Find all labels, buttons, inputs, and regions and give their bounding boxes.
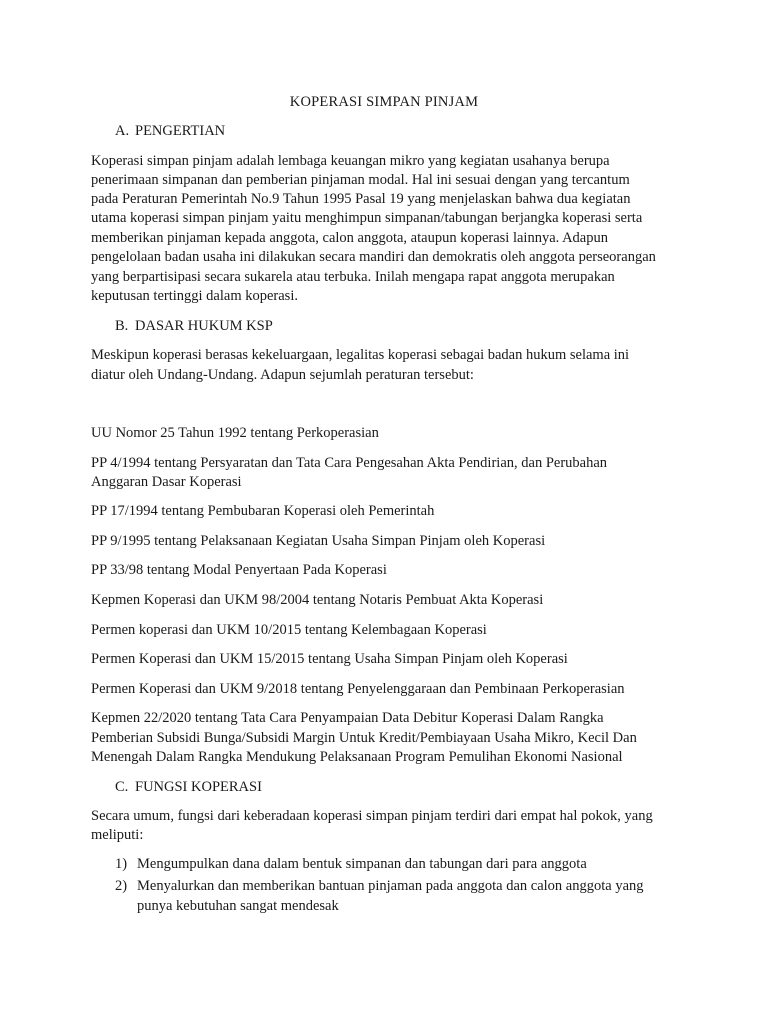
item-text: Menyalurkan dan memberikan bantuan pinjaman pada anggota dan calon anggota yang: [137, 878, 644, 894]
section-a-letter: A.: [115, 123, 130, 139]
law-item-continued: Anggaran Dasar Koperasi: [91, 474, 242, 490]
section-b-letter: B.: [115, 318, 129, 334]
law-item: Kepmen Koperasi dan UKM 98/2004 tentang Notaris Pembuat Akta Koperasi: [91, 592, 544, 608]
paragraph-line: Koperasi simpan pinjam adalah lembaga keuangan mikro yang kegiatan usahanya berupa: [91, 153, 610, 169]
law-item: PP 17/1994 tentang Pembubaran Koperasi oleh Pemerintah: [91, 503, 435, 519]
paragraph-line: memberikan pinjaman kepada anggota, calon anggota, ataupun koperasi lainnya. Adapun: [91, 230, 608, 246]
section-c-letter: C.: [115, 779, 129, 795]
paragraph-line: Meskipun koperasi berasas kekeluargaan, legalitas koperasi sebagai badan hukum selama ini: [91, 347, 630, 363]
law-item: PP 4/1994 tentang Persyaratan dan Tata Cara Pengesahan Akta Pendirian, dan Perubahan: [91, 455, 608, 471]
paragraph-line: meliputi:: [91, 827, 144, 843]
paragraph-line: diatur oleh Undang-Undang. Adapun sejumlah peraturan tersebut:: [91, 367, 474, 383]
law-item: Permen Koperasi dan UKM 15/2015 tentang Usaha Simpan Pinjam oleh Koperasi: [91, 651, 568, 667]
law-item: Permen koperasi dan UKM 10/2015 tentang Kelembagaan Koperasi: [91, 622, 487, 638]
item-number: 2): [115, 878, 128, 894]
document-title: KOPERASI SIMPAN PINJAM: [289, 94, 479, 110]
law-item-continued: Pemberian Subsidi Bunga/Subsidi Margin Untuk Kredit/Pembiayaan Usaha Mikro, Kecil Dan: [91, 730, 637, 746]
law-item: Permen Koperasi dan UKM 9/2018 tentang Penyelenggaraan dan Pembinaan Perkoperasian: [91, 681, 625, 697]
item-text: Mengumpulkan dana dalam bentuk simpanan dan tabungan dari para anggota: [137, 856, 587, 872]
law-item-continued: Menengah Dalam Rangka Mendukung Pelaksanaan Program Pemulihan Ekonomi Nasional: [91, 749, 623, 765]
law-item: UU Nomor 25 Tahun 1992 tentang Perkoperasian: [91, 425, 379, 441]
law-item: PP 9/1995 tentang Pelaksanaan Kegiatan Usaha Simpan Pinjam oleh Koperasi: [91, 533, 546, 549]
paragraph-line: keputusan tertinggi dalam koperasi.: [91, 288, 298, 304]
paragraph-line: pengelolaan badan usaha ini dilakukan secara mandiri dan demokratis oleh anggota perseorangan: [91, 249, 656, 265]
item-number: 1): [115, 856, 128, 872]
section-a-title: PENGERTIAN: [135, 123, 226, 139]
paragraph-line: utama koperasi simpan pinjam yaitu menghimpun simpanan/tabungan berjangka koperasi serta: [91, 210, 643, 226]
law-item: PP 33/98 tentang Modal Penyertaan Pada Koperasi: [91, 562, 387, 578]
paragraph-line: penerimaan simpanan dan pemberian pinjaman modal. Hal ini sesuai dengan yang tercantum: [91, 172, 630, 188]
section-c-title: FUNGSI KOPERASI: [135, 779, 262, 795]
section-b-title: DASAR HUKUM KSP: [135, 318, 273, 334]
law-item: Kepmen 22/2020 tentang Tata Cara Penyampaian Data Debitur Koperasi Dalam Rangka: [91, 710, 604, 726]
paragraph-line: Secara umum, fungsi dari keberadaan koperasi simpan pinjam terdiri dari empat hal pokok, yang: [91, 808, 653, 824]
item-text-continued: punya kebutuhan sangat mendesak: [137, 898, 339, 914]
paragraph-line: yang berpartisipasi secara sukarela atau terbuka. Inilah mengapa rapat anggota merupakan: [91, 269, 615, 285]
paragraph-line: pada Peraturan Pemerintah No.9 Tahun 1995 Pasal 19 yang menjelaskan bahwa dua kegiatan: [91, 191, 631, 207]
